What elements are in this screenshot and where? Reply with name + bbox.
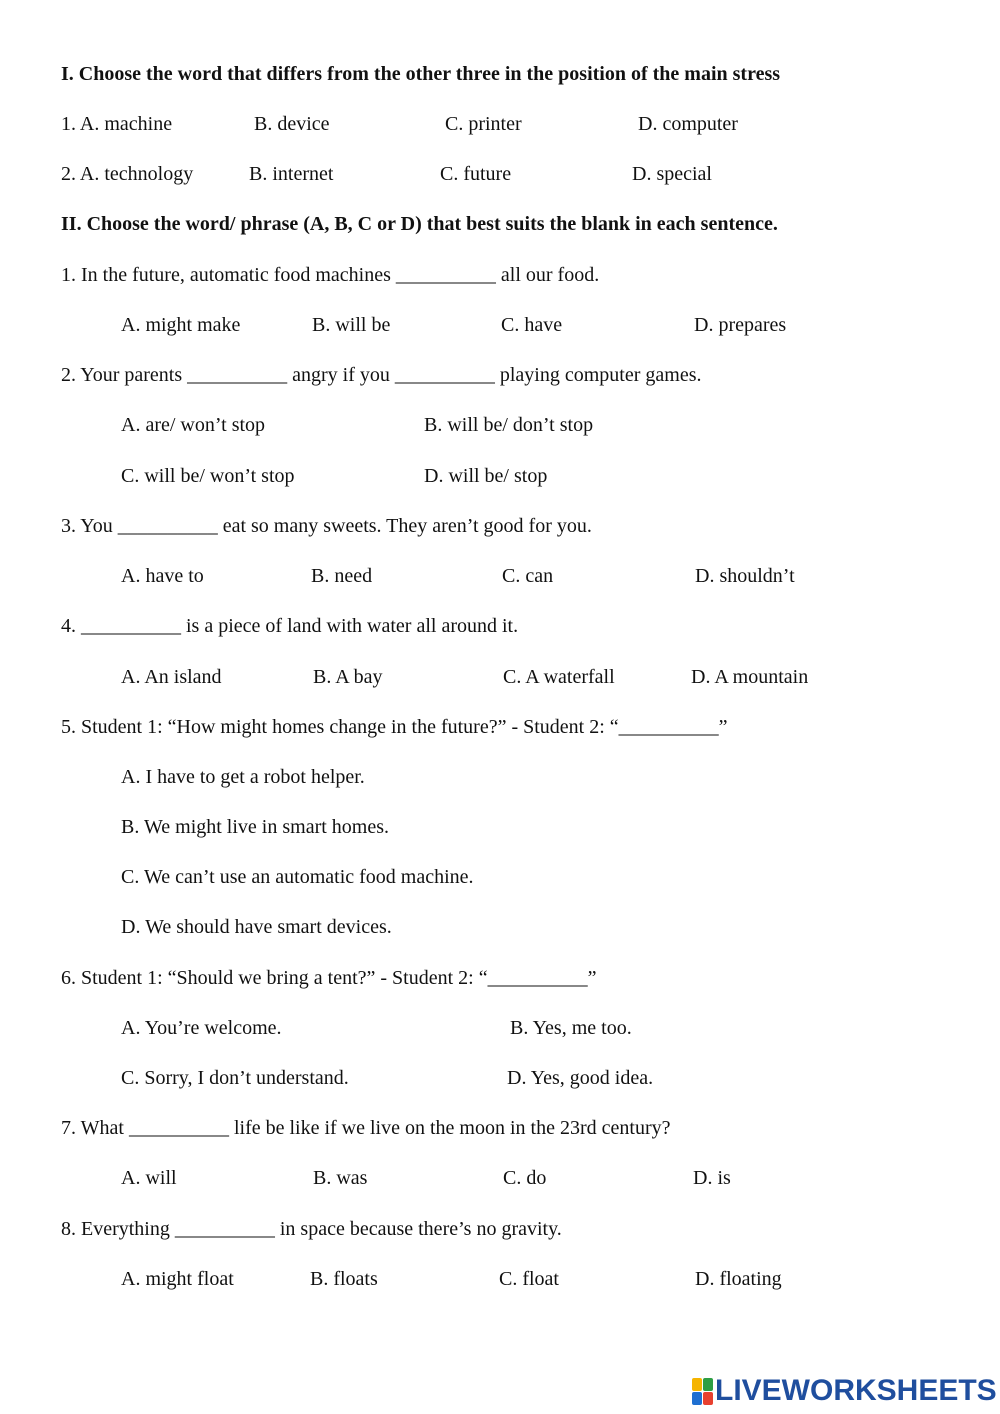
s2-q1-option-c[interactable]: C. have bbox=[501, 314, 563, 336]
s2-q8-option-d[interactable]: D. floating bbox=[695, 1268, 782, 1290]
s2-q5-stem: 5. Student 1: “How might homes change in the future?” - Student 2: “__________” bbox=[61, 716, 728, 738]
s2-q5-option-a[interactable]: A. I have to get a robot helper. bbox=[121, 766, 365, 788]
s1-q2-option-c[interactable]: C. future bbox=[440, 163, 512, 185]
s2-q4-stem: 4. __________ is a piece of land with water all around it. bbox=[61, 615, 519, 637]
s2-q2-stem: 2. Your parents __________ angry if you __________ playing computer games. bbox=[61, 364, 702, 386]
s2-q7-option-b[interactable]: B. was bbox=[313, 1167, 368, 1189]
s2-q6-option-d[interactable]: D. Yes, good idea. bbox=[507, 1067, 654, 1089]
s2-q6-stem: 6. Student 1: “Should we bring a tent?” - Student 2: “__________” bbox=[61, 967, 597, 989]
s2-q2-option-b[interactable]: B. will be/ don’t stop bbox=[424, 414, 594, 436]
s2-q3-option-c[interactable]: C. can bbox=[502, 565, 554, 587]
logo-mark-square-2 bbox=[703, 1378, 713, 1391]
s1-q1-option-a[interactable]: 1. A. machine bbox=[61, 113, 173, 135]
s1-q1-option-c[interactable]: C. printer bbox=[445, 113, 522, 135]
s2-q7-option-d[interactable]: D. is bbox=[693, 1167, 731, 1189]
logo-mark-square-3 bbox=[692, 1392, 702, 1405]
s1-q1-option-d[interactable]: D. computer bbox=[638, 113, 738, 135]
s2-q8-option-b[interactable]: B. floats bbox=[310, 1268, 378, 1290]
s2-q3-option-d[interactable]: D. shouldn’t bbox=[695, 565, 795, 587]
s2-q7-option-a[interactable]: A. will bbox=[121, 1167, 177, 1189]
s2-q8-option-c[interactable]: C. float bbox=[499, 1268, 559, 1290]
logo-mark-square-1 bbox=[692, 1378, 702, 1391]
s2-q7-option-c[interactable]: C. do bbox=[503, 1167, 547, 1189]
s1-q1-option-b[interactable]: B. device bbox=[254, 113, 330, 135]
s2-q5-option-d[interactable]: D. We should have smart devices. bbox=[121, 916, 392, 938]
s2-q2-option-a[interactable]: A. are/ won’t stop bbox=[121, 414, 266, 436]
logo-mark-square-4 bbox=[703, 1392, 713, 1405]
s1-q2-option-d[interactable]: D. special bbox=[632, 163, 712, 185]
s2-q1-stem: 1. In the future, automatic food machines __________ all our food. bbox=[61, 264, 600, 286]
liveworksheets-mark-icon bbox=[692, 1378, 712, 1404]
s2-q6-option-b[interactable]: B. Yes, me too. bbox=[510, 1017, 632, 1039]
s2-q5-option-b[interactable]: B. We might live in smart homes. bbox=[121, 816, 389, 838]
s1-q2-option-b[interactable]: B. internet bbox=[249, 163, 334, 185]
s2-q4-option-a[interactable]: A. An island bbox=[121, 666, 222, 688]
s2-q5-option-c[interactable]: C. We can’t use an automatic food machine. bbox=[121, 866, 474, 888]
s2-q8-option-a[interactable]: A. might float bbox=[121, 1268, 234, 1290]
s2-q2-option-d[interactable]: D. will be/ stop bbox=[424, 465, 548, 487]
s2-q8-stem: 8. Everything __________ in space because there’s no gravity. bbox=[61, 1218, 562, 1240]
s2-q6-option-c[interactable]: C. Sorry, I don’t understand. bbox=[121, 1067, 349, 1089]
section-2-title: II. Choose the word/ phrase (A, B, C or D) that best suits the blank in each sentence. bbox=[61, 213, 778, 235]
liveworksheets-logo bbox=[692, 1376, 997, 1406]
s2-q3-option-a[interactable]: A. have to bbox=[121, 565, 204, 587]
s2-q3-option-b[interactable]: B. need bbox=[311, 565, 373, 587]
s2-q1-option-d[interactable]: D. prepares bbox=[694, 314, 787, 336]
s2-q6-option-a[interactable]: A. You’re welcome. bbox=[121, 1017, 282, 1039]
s2-q1-option-a[interactable]: A. might make bbox=[121, 314, 241, 336]
s2-q2-option-c[interactable]: C. will be/ won’t stop bbox=[121, 465, 295, 487]
liveworksheets-logo-text: LIVEWORKSHEETS bbox=[715, 1374, 997, 1407]
s1-q2-option-a[interactable]: 2. A. technology bbox=[61, 163, 194, 185]
s2-q4-option-b[interactable]: B. A bay bbox=[313, 666, 383, 688]
s2-q1-option-b[interactable]: B. will be bbox=[312, 314, 391, 336]
s2-q3-stem: 3. You __________ eat so many sweets. They aren’t good for you. bbox=[61, 515, 592, 537]
section-1-title: I. Choose the word that differs from the other three in the position of the main stress bbox=[61, 63, 781, 85]
s2-q7-stem: 7. What __________ life be like if we live on the moon in the 23rd century? bbox=[61, 1117, 671, 1139]
s2-q4-option-c[interactable]: C. A waterfall bbox=[503, 666, 615, 688]
s2-q4-option-d[interactable]: D. A mountain bbox=[691, 666, 809, 688]
